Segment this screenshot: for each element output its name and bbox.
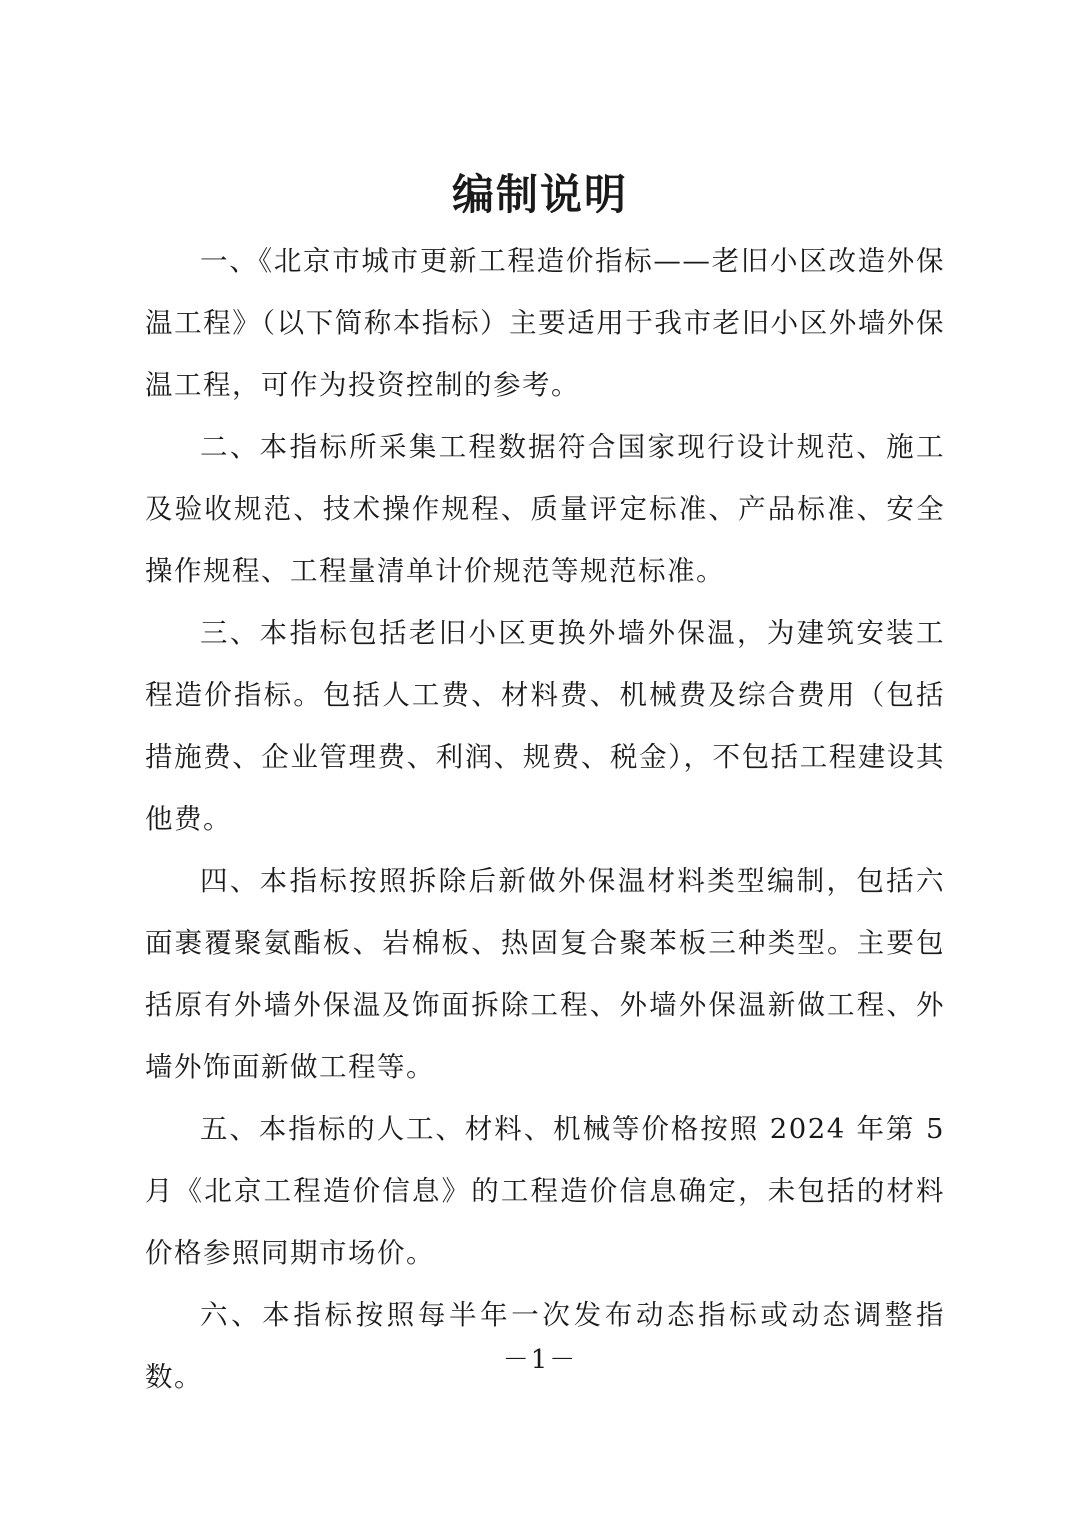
- page-number: －1－: [502, 1345, 578, 1375]
- paragraph-3: 三、本指标包括老旧小区更换外墙外保温，为建筑安装工程造价指标。包括人工费、材料费、机械费及综合费用（包括措施费、企业管理费、利润、规费、税金），不包括工程建设其他费。: [145, 617, 945, 835]
- paragraph-1: 一、《北京市城市更新工程造价指标——老旧小区改造外保温工程》（以下简称本指标）主要适用于我市老旧小区外墙外保温工程，可作为投资控制的参考。: [145, 245, 945, 401]
- paragraph-4: 四、本指标按照拆除后新做外保温材料类型编制，包括六面裹覆聚氨酯板、岩棉板、热固复合聚苯板三种类型。主要包括原有外墙外保温及饰面拆除工程、外墙外保温新做工程、外墙外饰面新做工程等。: [145, 865, 945, 1083]
- document-body: [145, 230, 945, 1408]
- paragraph-5: 五、本指标的人工、材料、机械等价格按照 2024 年第 5 月《北京工程造价信息》的工程造价信息确定，未包括的材料价格参照同期市场价。: [145, 1113, 945, 1269]
- paragraph-6: 六、本指标按照每半年一次发布动态指标或动态调整指数。: [145, 1299, 945, 1393]
- document-title: 编制说明: [451, 170, 628, 219]
- paragraph-2: 二、本指标所采集工程数据符合国家现行设计规范、施工及验收规范、技术操作规程、质量评定标准、产品标准、安全操作规程、工程量清单计价规范等规范标准。: [145, 431, 945, 587]
